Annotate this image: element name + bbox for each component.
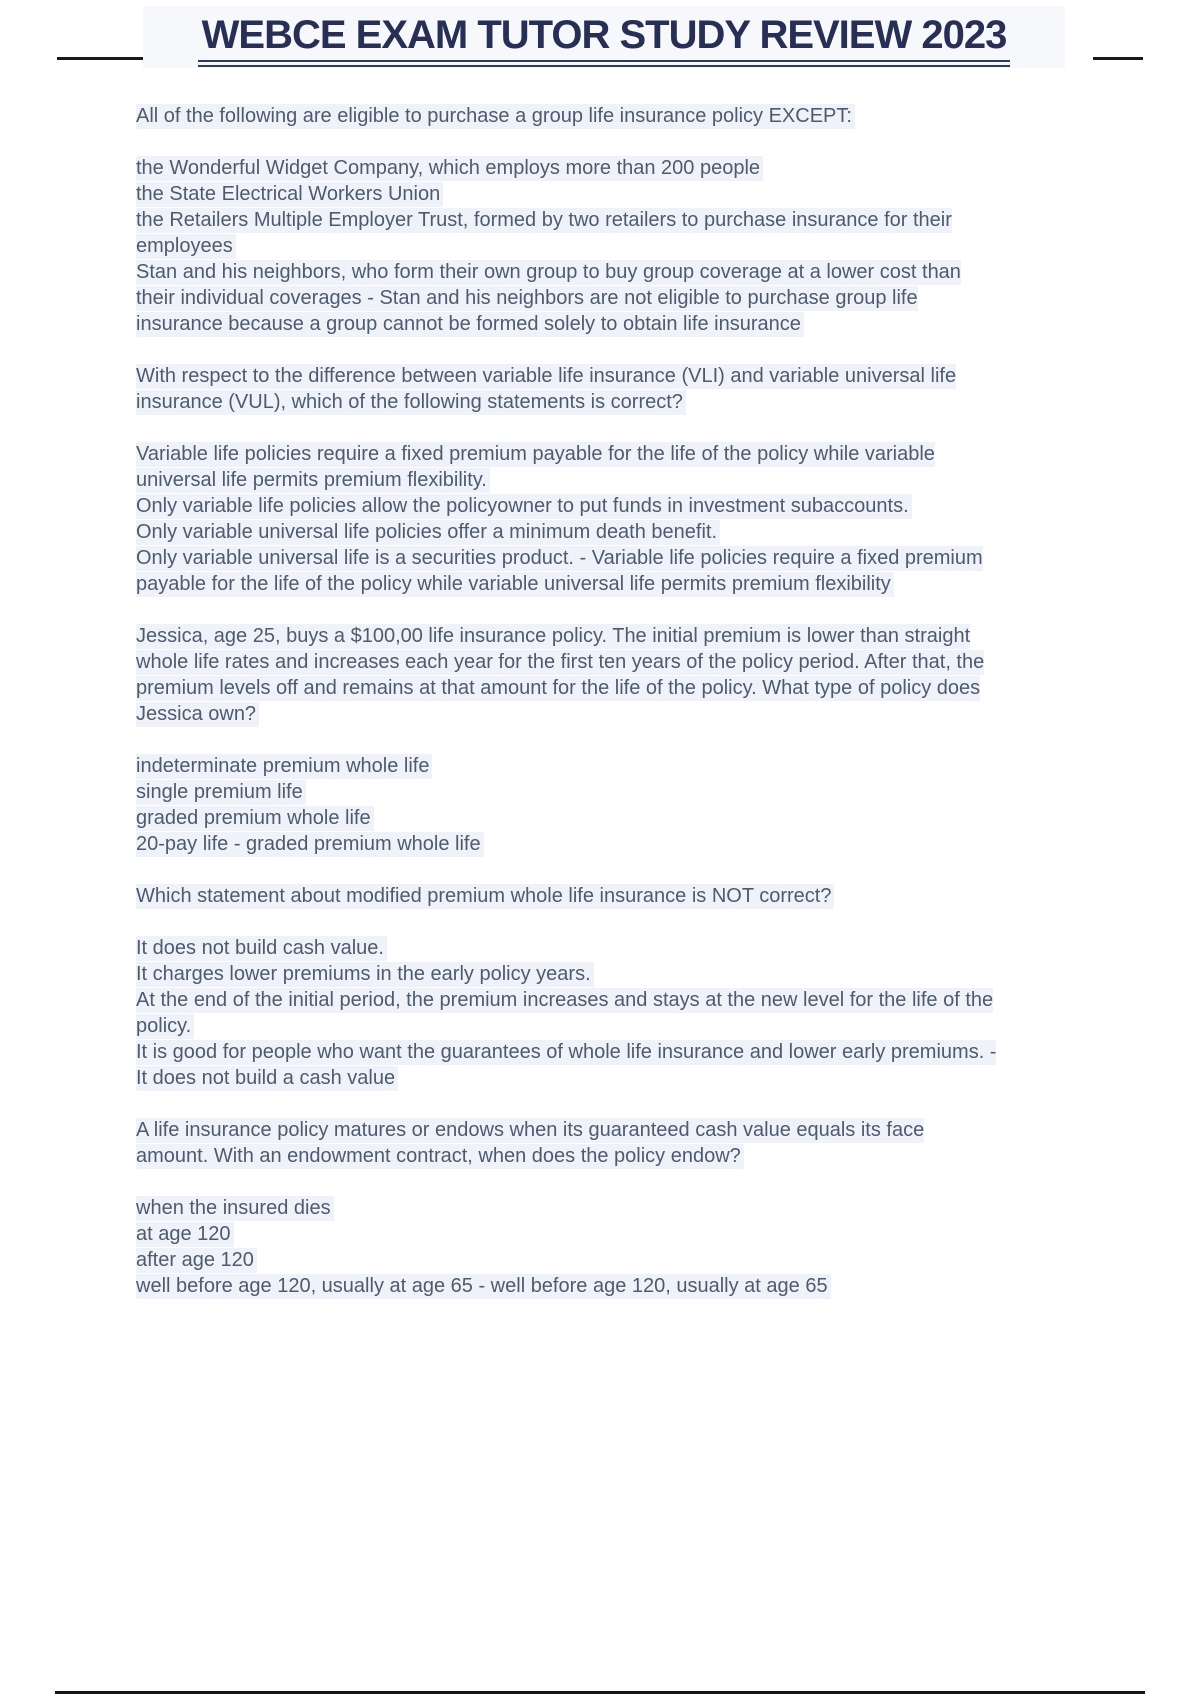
- answer-line: [136, 1247, 998, 1273]
- answer-line: [136, 805, 998, 831]
- answer-line: [136, 753, 998, 779]
- answer-highlight: at age 120: [136, 1222, 234, 1247]
- answer-line: [136, 155, 998, 181]
- qa-block: [136, 883, 998, 1091]
- qa-block: [136, 103, 998, 337]
- answer-line: [136, 987, 998, 1039]
- qa-block: [136, 1117, 998, 1299]
- question-highlight: A life insurance policy matures or endows when its guaranteed cash value equals its face amount. With an endowment contract, when does the policy endow?: [136, 1119, 925, 1167]
- answer-line: [136, 831, 998, 857]
- answer-highlight: after age 120: [136, 1248, 257, 1273]
- answer-highlight: when the insured dies: [136, 1196, 334, 1221]
- header-left-rule: [57, 57, 143, 60]
- answer-highlight: It charges lower premiums in the early policy years.: [136, 962, 594, 987]
- answer-list: [136, 1195, 998, 1299]
- answer-highlight: It does not build cash value.: [136, 936, 387, 961]
- page-title: [143, 6, 1065, 67]
- answer-highlight: Only variable universal life is a securities product. - Variable life policies require a fixed premium payable for the life of the policy while variable universal life permits premium flexibility: [136, 547, 983, 595]
- question-highlight: With respect to the difference between variable life insurance (VLI) and variable universal life insurance (VUL), which of the following statements is correct?: [136, 365, 957, 413]
- answer-line: [136, 961, 998, 987]
- answer-line: [136, 207, 998, 259]
- answer-highlight: single premium life: [136, 780, 306, 805]
- question-text: [136, 883, 998, 909]
- qa-block: [136, 623, 998, 857]
- answer-highlight: the Wonderful Widget Company, which employs more than 200 people: [136, 156, 763, 181]
- answer-line: [136, 935, 998, 961]
- answer-line: [136, 519, 998, 545]
- answer-highlight: the State Electrical Workers Union: [136, 182, 443, 207]
- document-header: [143, 6, 1065, 68]
- answer-line: [136, 181, 998, 207]
- answer-list: [136, 935, 998, 1091]
- answer-line: [136, 1195, 998, 1221]
- answer-highlight: Variable life policies require a fixed premium payable for the life of the policy while variable universal life permits premium flexibility.: [136, 443, 935, 491]
- answer-highlight: Stan and his neighbors, who form their own group to buy group coverage at a lower cost than their individual coverages - Stan and his neighbors are not eligible to purchase group life insurance because a group cannot be formed solely to obtain life insurance: [136, 261, 961, 335]
- answer-line: [136, 441, 998, 493]
- question-highlight: All of the following are eligible to purchase a group life insurance policy EXCEPT:: [136, 104, 855, 129]
- footer-rule: [55, 1691, 1145, 1694]
- question-highlight: Which statement about modified premium whole life insurance is NOT correct?: [136, 884, 834, 909]
- answer-highlight: graded premium whole life: [136, 806, 374, 831]
- header-right-rule: [1093, 57, 1143, 60]
- question-text: [136, 623, 998, 727]
- answer-highlight: the Retailers Multiple Employer Trust, formed by two retailers to purchase insurance for their employees: [136, 209, 952, 257]
- question-highlight: Jessica, age 25, buys a $100,00 life insurance policy. The initial premium is lower than straight whole life rates and increases each year for the first ten years of the policy period. After that, the premium levels off and remains at that amount for the life of the policy. What type of policy does Jessica own?: [136, 625, 985, 725]
- qa-content: [136, 103, 998, 1325]
- answer-line: [136, 1273, 998, 1299]
- answer-list: [136, 155, 998, 337]
- answer-highlight: 20-pay life - graded premium whole life: [136, 832, 484, 857]
- answer-highlight: At the end of the initial period, the premium increases and stays at the new level for the life of the policy.: [136, 989, 994, 1037]
- page-title-text: WEBCE EXAM TUTOR STUDY REVIEW 2023: [198, 11, 1011, 67]
- answer-list: [136, 441, 998, 597]
- answer-line: [136, 493, 998, 519]
- answer-highlight: It is good for people who want the guarantees of whole life insurance and lower early premiums. - It does not build a cash value: [136, 1041, 997, 1089]
- answer-highlight: Only variable universal life policies offer a minimum death benefit.: [136, 520, 720, 545]
- answer-line: [136, 779, 998, 805]
- answer-line: [136, 545, 998, 597]
- answer-line: [136, 1221, 998, 1247]
- answer-list: [136, 753, 998, 857]
- answer-highlight: well before age 120, usually at age 65 - well before age 120, usually at age 65: [136, 1274, 831, 1299]
- answer-highlight: indeterminate premium whole life: [136, 754, 432, 779]
- question-text: [136, 363, 998, 415]
- answer-line: [136, 1039, 998, 1091]
- answer-line: [136, 259, 998, 337]
- question-text: [136, 103, 998, 129]
- qa-block: [136, 363, 998, 597]
- answer-highlight: Only variable life policies allow the policyowner to put funds in investment subaccounts.: [136, 494, 912, 519]
- question-text: [136, 1117, 998, 1169]
